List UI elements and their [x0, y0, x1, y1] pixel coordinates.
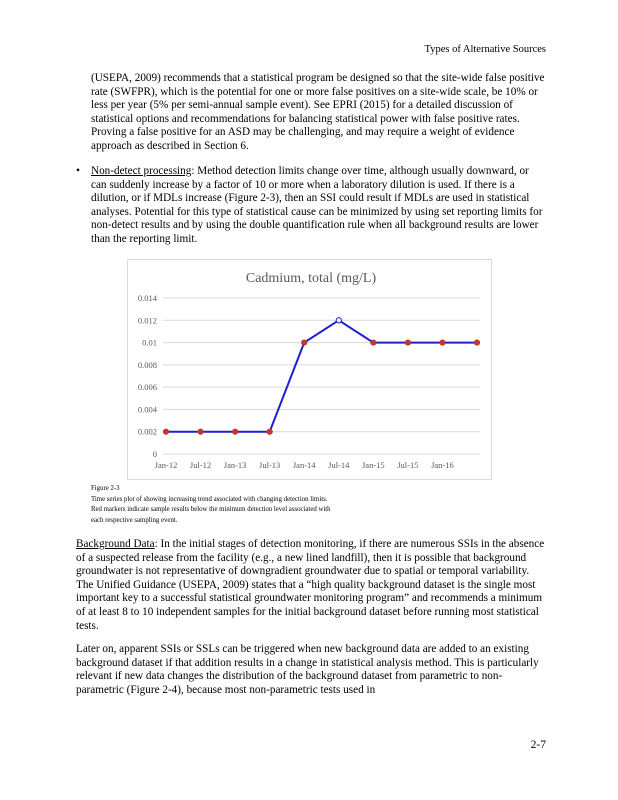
data-point-detected [336, 318, 341, 323]
data-point-below-detection [302, 340, 307, 345]
bullet-marker: • [76, 165, 80, 177]
y-axis-ticks [138, 293, 158, 459]
bullet-text [91, 165, 546, 247]
x-tick-label: Jul-14 [328, 460, 350, 470]
y-tick-label: 0.006 [137, 382, 157, 393]
x-tick-label: Jan-15 [361, 460, 385, 470]
caption-line: each respective sampling event. [91, 516, 178, 524]
bullet-non-detect [76, 165, 546, 247]
y-tick-label: 0.01 [142, 337, 157, 348]
later-paragraph [76, 643, 546, 697]
data-point-below-detection [405, 340, 410, 345]
bullet-term: Non-detect processing [91, 165, 192, 177]
later-text: Later on, apparent SSIs or SSLs can be triggered when new background data are added to an existing background dataset if that addition results in a change in statistical analysis method. This is particularly relevant if new data changes the distribution of the background dataset from parametric to non-parametric (Figure 2-4), because most non-parametric tests used in [76, 643, 539, 696]
cadmium-chart [127, 259, 492, 480]
chart-title: Cadmium, total (mg/L) [245, 271, 377, 286]
intro-text: (USEPA, 2009) recommends that a statistical program be designed so that the site-wide false positive rate (SWFPR), which is the potential for one or more false positives on a site-wide scale, be 10% or less per year (5% per semi-annual sample event). See EPRI (2015) for a detailed discussion of statistical options and recommendations for balancing statistical power with false positive rates. Proving a false positive for an ASD may be challenging, and may require a weight of evidence approach as described in Section 6. [91, 72, 545, 152]
x-tick-label: Jan-16 [431, 460, 454, 470]
caption-line: Time series plot of showing increasing trend associated with changing detection limits. [91, 495, 328, 503]
x-tick-label: Jan-14 [292, 460, 316, 470]
x-axis-ticks [155, 460, 454, 470]
x-tick-label: Jan-12 [154, 460, 178, 470]
chart-grid [163, 298, 480, 454]
data-point-below-detection [163, 429, 168, 434]
y-tick-label: 0 [152, 449, 157, 459]
y-tick-label: 0.002 [137, 426, 157, 437]
x-tick-label: Jan-13 [223, 460, 247, 470]
background-term: Background Data [76, 538, 155, 550]
figure-caption [91, 484, 391, 526]
data-point-below-detection [233, 429, 238, 434]
caption-label: Figure 2-3 [91, 485, 120, 492]
background-body: : In the initial stages of detection monitoring, if there are numerous SSIs in the absence of a suspected release from the facility (e.g., a new lined landfill), then it is possible that background groundwater is not representative of downgradient groundwater due to spatial or temporal variability. The Unified Guidance (USEPA, 2009) states that a “high quality background dataset is the single most important key to a successful statistical groundwater monitoring program” and recommends a minimum of at least 8 to 10 independent samples for the initial background dataset before running most statistical tests. [76, 538, 545, 632]
y-tick-label: 0.004 [137, 404, 157, 415]
series-line [166, 320, 477, 431]
chart-series [163, 318, 479, 435]
background-text [76, 538, 546, 633]
y-tick-label: 0.008 [137, 359, 157, 370]
background-data-paragraph [76, 538, 546, 633]
y-tick-label: 0.012 [137, 315, 157, 326]
bullet-body: : Method detection limits change over time, although usually downward, or can suddenly increase by a factor of 10 or more when a laboratory dilution is used. If there is a dilution, or if MDLs increase (Figure 2-3), then an SSI could result if MDLs are used in statistical analyses. Potential for this type of statistical cause can be minimized by using set reporting limits for non-detect results and by using the double quantification rule when all background results are lower than the reporting limit. [91, 165, 543, 245]
caption-line: Red markers indicate sample results below the minimum detection level associated with [91, 506, 331, 514]
data-point-below-detection [198, 429, 203, 434]
data-point-below-detection [371, 340, 376, 345]
data-point-below-detection [267, 429, 272, 434]
intro-paragraph [91, 72, 546, 154]
x-tick-label: Jul-15 [397, 460, 419, 470]
running-header: Types of Alternative Sources [424, 44, 546, 55]
chart-svg [128, 260, 491, 479]
data-point-below-detection [440, 340, 445, 345]
x-tick-label: Jul-13 [259, 460, 281, 470]
x-tick-label: Jul-12 [189, 460, 212, 470]
data-point-below-detection [474, 340, 479, 345]
y-tick-label: 0.014 [137, 293, 157, 303]
page-number: 2-7 [530, 739, 546, 751]
